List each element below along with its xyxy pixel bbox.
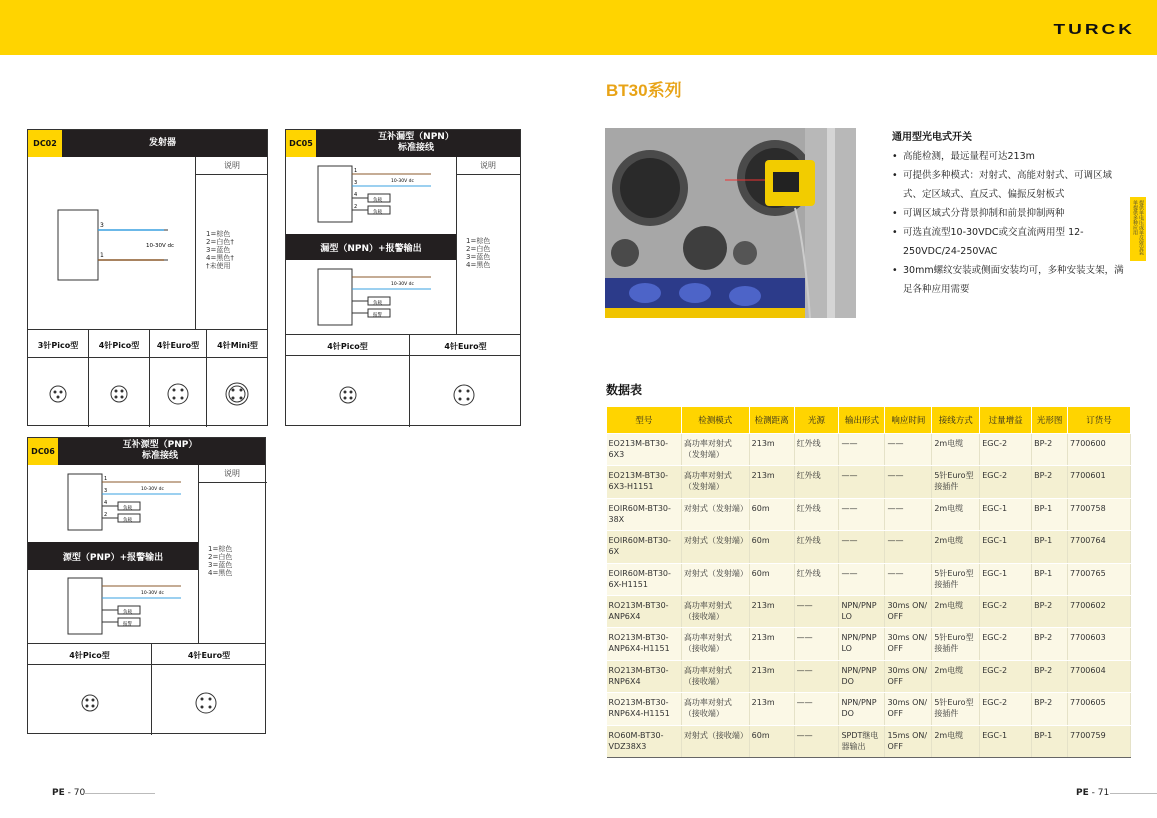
connector-label: 3针Pico型 [37, 341, 79, 350]
table-cell: 2m电缆 [932, 434, 980, 466]
svg-text:负载: 负载 [123, 506, 132, 511]
table-cell: NPN/PNP DO [839, 660, 885, 692]
feature-item: • 高能检测，最远量程可达213m [892, 147, 1128, 166]
table-cell: 213m [749, 466, 794, 498]
table-cell: 2m电缆 [932, 531, 980, 563]
connector-label: 4针Euro型 [156, 341, 200, 350]
table-cell: 红外线 [794, 563, 839, 595]
connector-pinouts [286, 375, 521, 415]
connector-label: 4针Euro型 [444, 342, 487, 351]
page-number-right: PE - 71 [1076, 788, 1110, 798]
table-cell: —— [885, 466, 932, 498]
table-cell: 213m [749, 595, 794, 627]
table-row [607, 693, 1131, 725]
wiring-box-dc05 [285, 129, 521, 426]
wiring-header [28, 130, 267, 157]
svg-text:10-30V dc: 10-30V dc [391, 179, 414, 184]
table-row [607, 725, 1131, 757]
svg-text:报警: 报警 [123, 622, 132, 627]
table-cell: 7700759 [1068, 725, 1131, 757]
table-cell: 红外线 [794, 466, 839, 498]
wiring-box-dc06 [27, 437, 266, 734]
table-cell: 红外线 [794, 434, 839, 466]
table-cell: 7700602 [1068, 595, 1131, 627]
note-label: 说明 [224, 469, 240, 478]
table-cell: RO213M-BT30-ANP6X4-H1151 [607, 628, 682, 660]
page-number-left: PE - 70 [52, 788, 86, 798]
wiring-title: 互补源型（PNP）标准接线 [122, 440, 198, 461]
table-cell: 高功率对射式（接收端） [681, 595, 749, 627]
table-row [607, 595, 1131, 627]
series-title: BT30系列 [606, 81, 682, 100]
table-row [607, 563, 1131, 595]
table-cell: BP-2 [1032, 466, 1068, 498]
table-cell: BP-1 [1032, 498, 1068, 530]
table-cell: 5针Euro型接插件 [932, 563, 980, 595]
table-header-cell: 检测模式 [681, 407, 749, 434]
connector-label: 4针Pico型 [327, 342, 368, 351]
table-cell: —— [839, 434, 885, 466]
svg-text:1: 1 [104, 476, 108, 482]
feature-item: • 30mm螺纹安装或侧面安装均可，多种安装支架，满足各种应用需要 [892, 261, 1128, 299]
alarm-output-bar: 源型（PNP）+报警输出 [28, 542, 198, 570]
table-cell: 对射式（发射端） [681, 498, 749, 530]
table-cell: EGC-2 [980, 434, 1032, 466]
note-label: 说明 [224, 161, 240, 170]
table-cell: BP-2 [1032, 628, 1068, 660]
table-cell: 7700758 [1068, 498, 1131, 530]
header-bar [0, 0, 1157, 55]
svg-text:负载: 负载 [123, 518, 132, 523]
pin-3: 3 [100, 222, 104, 229]
wire-color-legend: 1=棕色 2=白色 3=蓝色 4=黑色 [466, 237, 491, 269]
table-cell: 30ms ON/ OFF [885, 595, 932, 627]
table-row [607, 628, 1131, 660]
table-cell: 2m电缆 [932, 725, 980, 757]
table-header-row [607, 407, 1131, 434]
svg-text:10-30V dc: 10-30V dc [141, 591, 164, 596]
table-header-cell: 响应时间 [885, 407, 932, 434]
table-cell: 7700604 [1068, 660, 1131, 692]
table-cell: EGC-2 [980, 595, 1032, 627]
table-cell: 60m [749, 563, 794, 595]
table-row [607, 434, 1131, 466]
table-cell: —— [839, 563, 885, 595]
connector-pinouts [28, 370, 268, 410]
table-cell: 对射式（接收端） [681, 725, 749, 757]
connector-label: 4针Pico型 [69, 651, 110, 660]
table-cell: 高功率对射式（发射端） [681, 434, 749, 466]
connector-label: 4针Euro型 [187, 651, 231, 660]
wiring-title: 互补漏型（NPN）标准接线 [378, 132, 454, 153]
table-cell: RO60M-BT30-VDZ38X3 [607, 725, 682, 757]
svg-text:4: 4 [354, 192, 358, 198]
table-cell: 对射式（发射端） [681, 563, 749, 595]
feature-item: • 可提供多种模式：对射式、高能对射式、可调区域式、定区域式、直反式、偏振反射板式 [892, 166, 1128, 204]
table-cell: BP-2 [1032, 595, 1068, 627]
table-cell: 高功率对射式（接收端） [681, 693, 749, 725]
table-cell: —— [885, 498, 932, 530]
svg-text:3: 3 [354, 180, 358, 186]
table-cell: —— [839, 466, 885, 498]
table-cell: 红外线 [794, 498, 839, 530]
table-cell: —— [794, 628, 839, 660]
wiring-code: DC02 [28, 130, 62, 157]
table-cell: 2m电缆 [932, 660, 980, 692]
table-cell: BP-1 [1032, 563, 1068, 595]
table-cell: 213m [749, 628, 794, 660]
table-cell: 15ms ON/ OFF [885, 725, 932, 757]
table-cell: SPDT继电器输出 [839, 725, 885, 757]
table-row [607, 531, 1131, 563]
svg-text:负载: 负载 [373, 301, 382, 306]
table-cell: 7700605 [1068, 693, 1131, 725]
table-cell: BP-2 [1032, 660, 1068, 692]
table-cell: —— [794, 660, 839, 692]
npn-alarm-diagram [316, 267, 446, 329]
svg-text:10-30V dc: 10-30V dc [391, 282, 414, 287]
table-cell: EOIR60M-BT30-6X-H1151 [607, 563, 682, 595]
table-cell: BP-2 [1032, 434, 1068, 466]
table-cell: 213m [749, 693, 794, 725]
table-cell: BP-1 [1032, 725, 1068, 757]
table-cell: EGC-1 [980, 498, 1032, 530]
svg-text:报警: 报警 [373, 313, 382, 318]
table-cell: —— [885, 434, 932, 466]
table-cell: 60m [749, 531, 794, 563]
table-cell: 7700600 [1068, 434, 1131, 466]
table-header-cell: 接线方式 [932, 407, 980, 434]
table-header-cell: 光源 [794, 407, 839, 434]
table-cell: BP-1 [1032, 531, 1068, 563]
feature-item: • 可调区域式分背景抑制和前景抑制两种 [892, 204, 1128, 223]
table-cell: EGC-2 [980, 693, 1032, 725]
table-header-cell: 订货号 [1068, 407, 1131, 434]
table-cell: EO213M-BT30-6X3-H1151 [607, 466, 682, 498]
table-row [607, 660, 1131, 692]
wiring-title: 发射器 [148, 138, 176, 148]
svg-text:3: 3 [104, 488, 108, 494]
svg-text:负载: 负载 [373, 210, 382, 215]
feature-list [892, 147, 1128, 299]
note-label: 说明 [480, 161, 496, 170]
table-cell: —— [885, 531, 932, 563]
table-row [607, 466, 1131, 498]
table-cell: 7700603 [1068, 628, 1131, 660]
table-cell: NPN/PNP LO [839, 595, 885, 627]
wire-color-legend: 1=棕色 2=白色† 3=蓝色 4=黑色† †未使用 [206, 230, 234, 270]
table-cell: —— [794, 693, 839, 725]
table-header-cell: 检测距离 [749, 407, 794, 434]
wiring-header [286, 130, 520, 157]
table-cell: 213m [749, 660, 794, 692]
table-cell: BP-2 [1032, 693, 1068, 725]
table-cell: 30ms ON/ OFF [885, 628, 932, 660]
svg-text:负载: 负载 [123, 610, 132, 615]
emitter-diagram [52, 208, 182, 283]
table-cell: NPN/PNP DO [839, 693, 885, 725]
table-cell: 5针Euro型接插件 [932, 628, 980, 660]
table-cell: EOIR60M-BT30-6X [607, 531, 682, 563]
table-cell: EGC-1 [980, 563, 1032, 595]
wiring-code: DC05 [286, 130, 316, 157]
table-cell: —— [839, 531, 885, 563]
table-cell: RO213M-BT30-RNP6X4-H1151 [607, 693, 682, 725]
alarm-output-bar: 漏型（NPN）+报警输出 [286, 234, 456, 260]
table-cell: 60m [749, 725, 794, 757]
table-cell: 高功率对射式（接收端） [681, 628, 749, 660]
product-photo [605, 128, 856, 318]
table-header-cell: 光形图 [1032, 407, 1068, 434]
table-header-cell: 型号 [607, 407, 682, 434]
pnp-alarm-diagram [66, 576, 196, 638]
svg-text:2: 2 [354, 204, 358, 210]
connector-label: 4针Pico型 [98, 341, 140, 350]
svg-text:1: 1 [354, 168, 358, 174]
table-cell: NPN/PNP LO [839, 628, 885, 660]
feature-item: • 可选直流型10-30VDC或交直流两用型 12-250VDC/24-250VAC [892, 223, 1128, 261]
svg-text:10-30V dc: 10-30V dc [141, 487, 164, 492]
svg-text:4: 4 [104, 500, 108, 506]
spec-table [606, 406, 1131, 758]
table-cell: EGC-2 [980, 660, 1032, 692]
table-cell: RO213M-BT30-ANP6X4 [607, 595, 682, 627]
wiring-code: DC06 [28, 438, 58, 465]
table-cell: 红外线 [794, 531, 839, 563]
table-cell: 7700764 [1068, 531, 1131, 563]
table-row [607, 498, 1131, 530]
table-cell: 5针Euro型接插件 [932, 466, 980, 498]
wire-color-legend: 1=棕色 2=白色 3=蓝色 4=黑色 [208, 545, 233, 577]
wiring-header [28, 438, 265, 465]
table-cell: EGC-1 [980, 531, 1032, 563]
pin-1: 1 [100, 252, 104, 259]
table-cell: RO213M-BT30-RNP6X4 [607, 660, 682, 692]
table-cell: 对射式（发射端） [681, 531, 749, 563]
table-cell: EO213M-BT30-6X3 [607, 434, 682, 466]
pnp-standard-diagram [66, 472, 196, 534]
table-cell: 2m电缆 [932, 595, 980, 627]
table-cell: —— [794, 725, 839, 757]
table-cell: EGC-2 [980, 628, 1032, 660]
table-cell: 60m [749, 498, 794, 530]
connector-label: 4针Mini型 [217, 341, 258, 350]
side-tab: 提供单电压或单反射安装单提供多种应用 [1130, 197, 1146, 261]
wiring-box-dc02 [27, 129, 268, 426]
table-title: 数据表 [606, 383, 643, 397]
table-cell: 30ms ON/ OFF [885, 660, 932, 692]
table-cell: 5针Euro型接插件 [932, 693, 980, 725]
table-cell: 7700765 [1068, 563, 1131, 595]
svg-text:负载: 负载 [373, 198, 382, 203]
table-cell: —— [885, 563, 932, 595]
connector-pinouts [28, 683, 266, 723]
voltage-label: 10-30V dc [146, 243, 175, 249]
table-cell: 213m [749, 434, 794, 466]
table-header-cell: 输出形式 [839, 407, 885, 434]
npn-standard-diagram [316, 164, 446, 226]
table-cell: 2m电缆 [932, 498, 980, 530]
table-cell: 7700601 [1068, 466, 1131, 498]
table-cell: 高功率对射式（接收端） [681, 660, 749, 692]
table-cell: EGC-1 [980, 725, 1032, 757]
table-cell: EOIR60M-BT30-38X [607, 498, 682, 530]
table-cell: EGC-2 [980, 466, 1032, 498]
brand-logo: TURCK [1053, 21, 1135, 38]
description-title: 通用型光电式开关 [892, 132, 972, 143]
table-header-cell: 过量增益 [980, 407, 1032, 434]
svg-text:2: 2 [104, 512, 108, 518]
table-cell: —— [794, 595, 839, 627]
table-cell: 30ms ON/ OFF [885, 693, 932, 725]
table-cell: 高功率对射式（发射端） [681, 466, 749, 498]
table-cell: —— [839, 498, 885, 530]
